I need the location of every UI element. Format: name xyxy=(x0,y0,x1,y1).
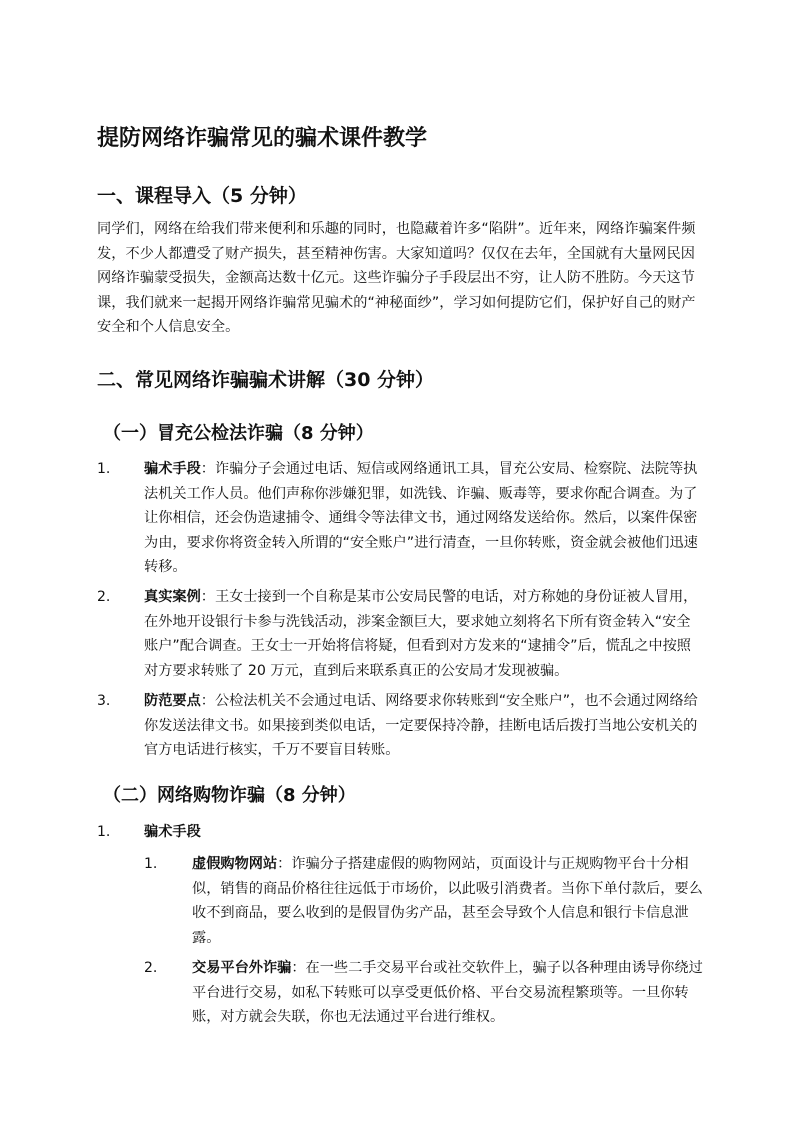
intro-paragraph: 同学们，网络在给我们带来便利和乐趣的同时，也隐藏着许多“陷阱”。近年来，网络诈骗案件频发，不少人都遭受了财产损失，甚至精神伤害。大家知道吗？仅仅在去年，全国就有大量网民因网络诈骗蒙受损失，金额高达数十亿元。这些诈骗分子手段层出不穷，让人防不胜防。今天这节课，我们就来一起揭开网络诈骗常见骗术的“神秘面纱”，学习如何提防它们，保护好自己的财产安全和个人信息安全。 xyxy=(97,221,696,336)
list-item-number: 1. xyxy=(97,461,111,477)
section-heading-intro: 一、课程导入（5 分钟） xyxy=(97,185,307,207)
sub-list-item-label: 虚假购物网站 xyxy=(192,856,278,872)
list-item-body xyxy=(144,820,703,845)
sub-list-item-text: ：诈骗分子搭建虚假的购物网站，页面设计与正规购物平台十分相似，销售的商品价格往往远低于市场价，以此吸引消费者。当你下单付款后，要么收不到商品，要么收到的是假冒伪劣产品，甚至会导致个人信息和银行卡信息泄露。 xyxy=(192,856,703,946)
list-item-text: ：诈骗分子会通过电话、短信或网络通讯工具，冒充公安局、检察院、法院等执法机关工作人员。他们声称你涉嫌犯罪，如洗钱、诈骗、贩毒等，要求你配合调查。为了让你相信，还会伪造逮捕令、通缉令等法律文书，通过网络发送给你。然后，以案件保密为由，要求你将资金转入所谓的“安全账户”进行清查，一旦你转账，资金就会被他们迅速转移。 xyxy=(144,461,698,576)
list-item-text: ：公检法机关不会通过电话、网络要求你转账到“安全账户”，也不会通过网络给你发送法律文书。如果接到类似电话，一定要保持冷静，挂断电话后拨打当地公安机关的官方电话进行核实，千万不要盲目转账。 xyxy=(144,693,698,759)
list-item-number: 1. xyxy=(97,824,111,840)
list-item-body xyxy=(144,457,703,580)
list-item-body xyxy=(144,689,703,763)
list-item-label: 防范要点 xyxy=(144,693,201,709)
sub-list-item-number: 2. xyxy=(144,960,158,976)
list-item-label: 骗术手段 xyxy=(144,461,201,477)
document-title: 提防网络诈骗常见的骗术课件教学 xyxy=(97,126,428,151)
list-item-number: 3. xyxy=(97,693,111,709)
list-item-label: 骗术手段 xyxy=(144,824,201,840)
list-item-body xyxy=(144,585,703,683)
sub-list-item-body xyxy=(192,852,703,950)
sub-list-item-label: 交易平台外诈骗 xyxy=(192,960,292,976)
list-item-text: ：王女士接到一个自称是某市公安局民警的电话，对方称她的身份证被人冒用，在外地开设银行卡参与洗钱活动，涉案金额巨大，要求她立刻将名下所有资金转入“安全账户”配合调查。王女士一开始将信将疑，但看到对方发来的“逮捕令”后，慌乱之中按照对方要求转账了 20 万元，直到后来联系真正的公安局才发现被骗。 xyxy=(144,589,698,679)
sub-list-item-text: ：在一些二手交易平台或社交软件上，骗子以各种理由诱导你绕过平台进行交易，如私下转账可以享受更低价格、平台交易流程繁琐等。一旦你转账，对方就会失联，你也无法通过平台进行维权。 xyxy=(192,960,703,1026)
sub-list-item-body xyxy=(192,956,703,1030)
list-item-label: 真实案例 xyxy=(144,589,201,605)
list-item-number: 2. xyxy=(97,589,111,605)
subsection-heading-impersonation: （一）冒充公检法诈骗（8 分钟） xyxy=(103,423,374,444)
subsection-heading-shopping: （二）网络购物诈骗（8 分钟） xyxy=(103,785,356,806)
sub-list-item-number: 1. xyxy=(144,856,158,872)
section-heading-scams: 二、常见网络诈骗骗术讲解（30 分钟） xyxy=(97,369,435,391)
